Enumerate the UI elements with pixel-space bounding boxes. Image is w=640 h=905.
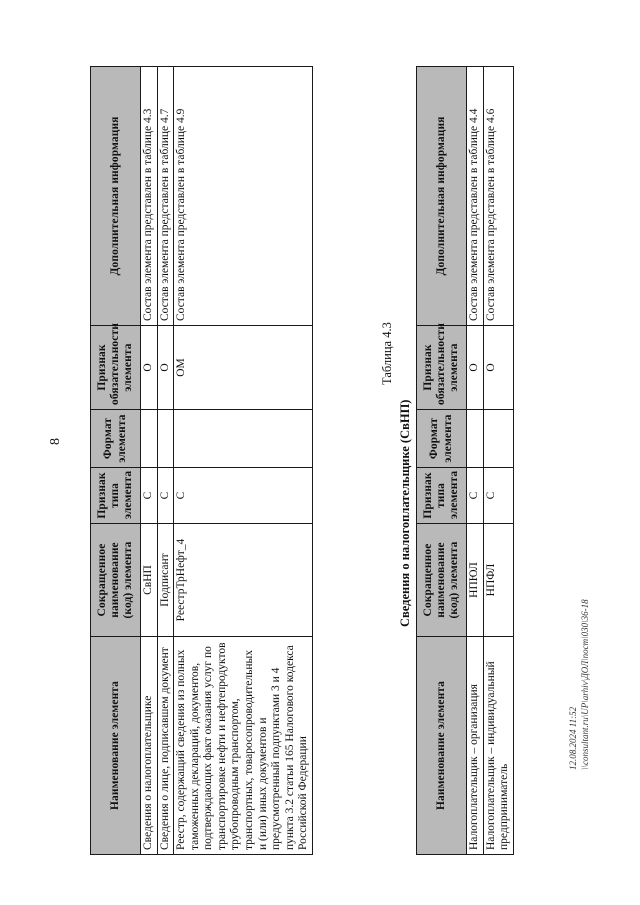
- column-header-info: Дополнительная информация: [417, 67, 467, 326]
- stamp-date: 12.08.2024 11:52: [568, 706, 578, 770]
- cell-info: Состав элемента представлен в таблице 4.6: [483, 67, 513, 326]
- section-heading: Сведения о налогоплательщике (СвНП): [398, 399, 412, 627]
- cell-code: НПФЛ: [483, 524, 513, 637]
- column-header-code: Сокращенное наименование (код) элемента: [91, 524, 141, 637]
- cell-info: Состав элемента представлен в таблице 4.7: [157, 67, 174, 326]
- cell-code: СвНП: [141, 524, 158, 637]
- cell-name: Налогоплательщик – организация: [467, 637, 484, 855]
- table-row: [141, 67, 158, 855]
- cell-format: [174, 410, 313, 468]
- cell-name: Сведения о налогоплательщике: [141, 637, 158, 855]
- cell-format: [467, 410, 484, 468]
- cell-code: РеестрТрНефт_4: [174, 524, 313, 637]
- cell-type: С: [467, 468, 484, 524]
- cell-required: О: [467, 326, 484, 410]
- elements-table: [90, 66, 313, 855]
- table-header-row: [417, 67, 467, 855]
- cell-name: Налогоплательщик – индивидуальный предприниматель: [483, 637, 513, 855]
- cell-required: О: [483, 326, 513, 410]
- column-header-name: Наименование элемента: [91, 637, 141, 855]
- column-header-format: Формат элемента: [417, 410, 467, 468]
- table-row: [157, 67, 174, 855]
- table-row: [467, 67, 484, 855]
- cell-format: [483, 410, 513, 468]
- cell-info: Состав элемента представлен в таблице 4.3: [141, 67, 158, 326]
- column-header-required: Признак обязательности элемента: [91, 326, 141, 410]
- column-header-type: Признак типа элемента: [417, 468, 467, 524]
- cell-required: О: [141, 326, 158, 410]
- print-stamp: [568, 599, 591, 770]
- cell-format: [141, 410, 158, 468]
- table-row: [483, 67, 513, 855]
- page-number: 8: [48, 438, 63, 445]
- cell-type: С: [157, 468, 174, 524]
- cell-name: Сведения о лице, подписавшем документ: [157, 637, 174, 855]
- column-header-code: Сокращенное наименование (код) элемента: [417, 524, 467, 637]
- column-header-required: Признак обязательности элемента: [417, 326, 467, 410]
- cell-type: С: [174, 468, 313, 524]
- cell-code: НПЮЛ: [467, 524, 484, 637]
- column-header-info: Дополнительная информация: [91, 67, 141, 326]
- stamp-path: \\consultant.ru\UP\arhiv\ДОЛ\пост\030\36-18: [579, 599, 590, 770]
- column-header-type: Признак типа элемента: [91, 468, 141, 524]
- cell-type: С: [483, 468, 513, 524]
- table-row: [174, 67, 313, 855]
- table-caption: Таблица 4.3: [380, 322, 394, 385]
- column-header-name: Наименование элемента: [417, 637, 467, 855]
- cell-format: [157, 410, 174, 468]
- cell-info: Состав элемента представлен в таблице 4.9: [174, 67, 313, 326]
- cell-code: Подписант: [157, 524, 174, 637]
- cell-info: Состав элемента представлен в таблице 4.4: [467, 67, 484, 326]
- cell-type: С: [141, 468, 158, 524]
- cell-required: ОМ: [174, 326, 313, 410]
- taxpayer-table: [416, 66, 514, 855]
- column-header-format: Формат элемента: [91, 410, 141, 468]
- table-header-row: [91, 67, 141, 855]
- cell-required: О: [157, 326, 174, 410]
- cell-name: Реестр, содержащий сведения из полных таможенных деклараций, документов, подтверждающих факт оказания услуг по транспортировке нефти и нефтепродуктов трубопроводным транспортом, транспортных, товаросопроводительных и (или) иных документов и предусмотренный подпунктами 3 и 4 пункта 3.2 статьи 165 Налогового кодекса Российской Федерации: [174, 637, 313, 855]
